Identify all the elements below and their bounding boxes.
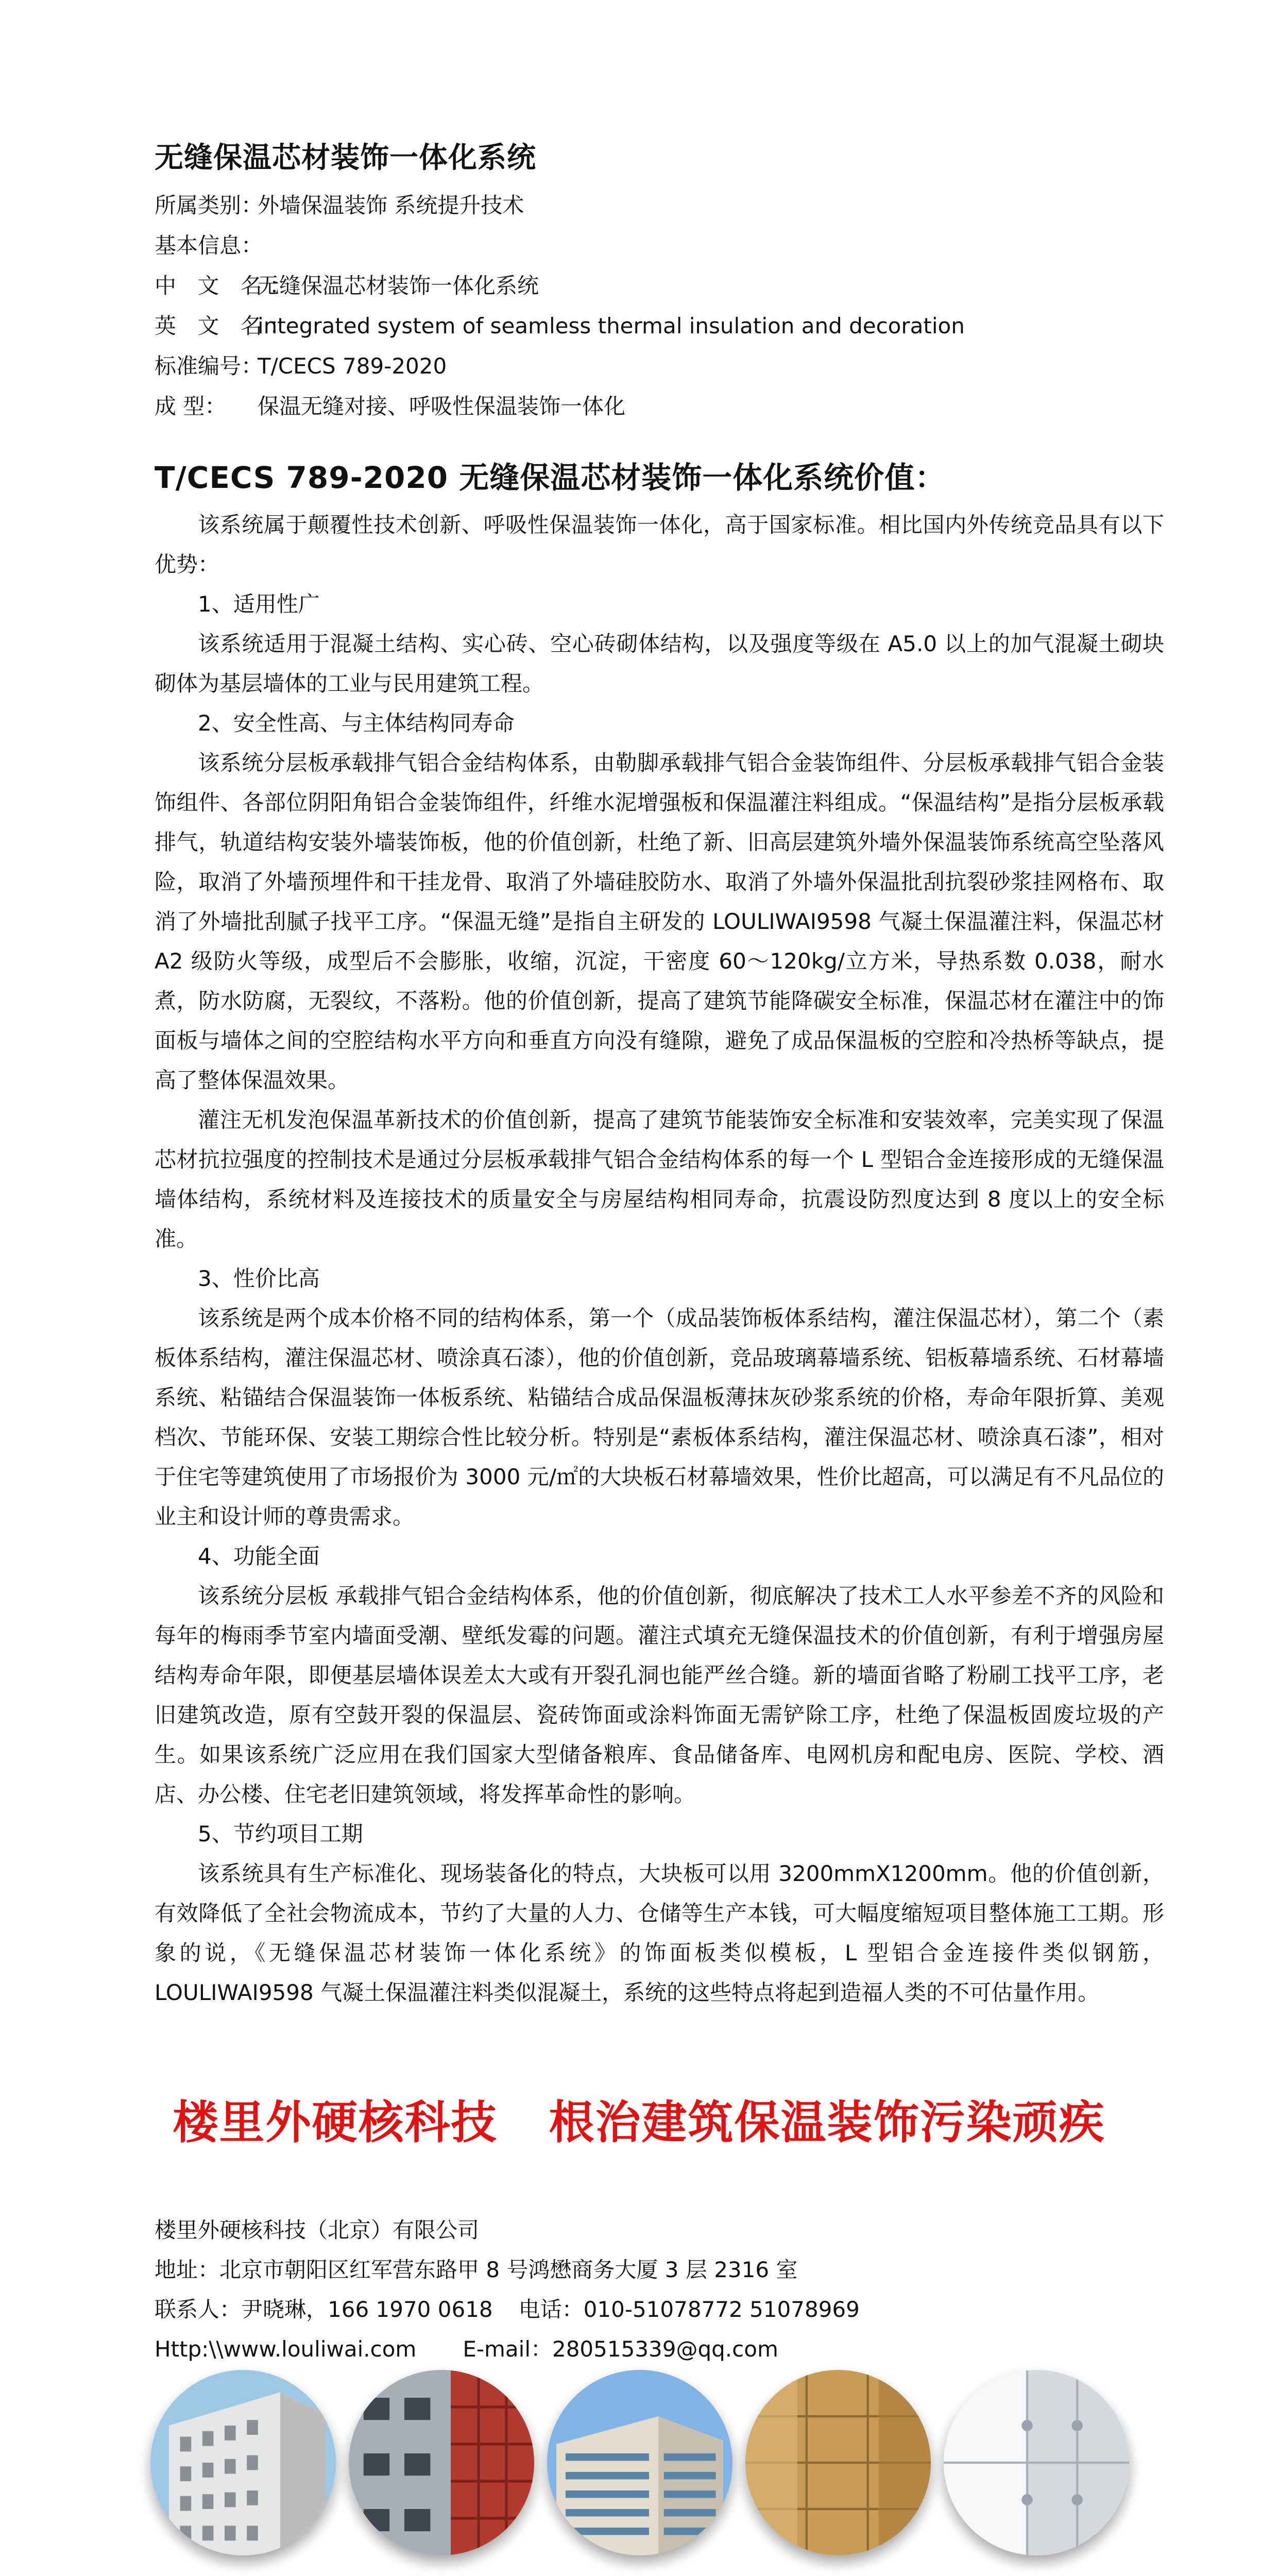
heading-applicability: 1、适用性广 (198, 591, 320, 617)
company-name: 楼里外硬核科技（北京）有限公司 (155, 2217, 480, 2243)
info-label: 所属类别： (155, 193, 263, 218)
intro-paragraph: 该系统属于颠覆性技术创新、呼吸性保温装饰一体化，高于国家标准。相比国内外传统竞品具有以下优势： (155, 512, 1164, 577)
document-title: 无缝保温芯材装饰一体化系统 (155, 141, 536, 175)
contact-phone: 电话：010-51078772 51078969 (518, 2297, 860, 2322)
heading-cost-performance: 3、性价比高 (198, 1266, 320, 1291)
info-label: 成 型： (155, 394, 227, 419)
info-value: 外墙保温装饰 系统提升技术 (258, 193, 524, 218)
paragraph-applicability: 该系统适用于混凝土结构、实心砖、空心砖砌体结构，以及强度等级在 A5.0 以上的加气混凝土砌块砌体为基层墙体的工业与民用建筑工程。 (155, 631, 1164, 696)
article-body (155, 505, 1164, 2012)
heading-schedule: 5、节约项目工期 (198, 1821, 363, 1846)
slogan (0, 2087, 1278, 2151)
info-row-standard (155, 346, 965, 386)
info-row-basic (155, 226, 965, 266)
website-link[interactable]: Http:\\www.louliwai.com (155, 2336, 417, 2362)
section-title: T/CECS 789-2020 无缝保温芯材装饰一体化系统价值： (155, 460, 946, 495)
paragraph-safety-a: 该系统分层板承载排气铝合金结构体系，由勒脚承载排气铝合金装饰组件、分层板承载排气铝合金装饰组件、各部位阴阳角铝合金装饰组件，纤维水泥增强板和保温灌注料组成。“保温结构”是指分层板承载排气，轨道结构安装外墙装饰板，他的价值创新，杜绝了新、旧高层建筑外墙外保温装饰系统高空坠落风险，取消了外墙预埋件和干挂龙骨、取消了外墙硅胶防水、取消了外墙外保温批刮抗裂砂浆挂网格布、取消了外墙批刮腻子找平工序。“保温无缝”是指自主研发的 LOULIWAI9598 气凝土保温灌注料，保温芯材 A2 级防火等级，成型后不会膨胀，收缩，沉淀，干密度 60～120kg/立方米，导热系数 0.038，耐水煮，防水防腐，无裂纹，不落粉。他的价值创新，提高了建筑节能降碳安全标准，保温芯材在灌注中的饰面板与墙体之间的空腔结构水平方向和垂直方向没有缝隙，避免了成品保温板的空腔和冷热桥等缺点，提高了整体保温效果。 (155, 750, 1164, 1093)
info-row-forming (155, 386, 965, 427)
slogan-part-1: 楼里外硬核科技 (173, 2096, 498, 2149)
heading-functions: 4、功能全面 (198, 1544, 320, 1569)
contact-block (155, 2210, 860, 2369)
facade-white-building-icon (150, 2370, 336, 2555)
photo-strip (150, 2370, 1129, 2576)
wood-panel-facade-icon (745, 2370, 931, 2555)
paragraph-cost-performance: 该系统是两个成本价格不同的结构体系，第一个（成品装饰板体系结构，灌注保温芯材），第二个（素板体系结构，灌注保温芯材、喷涂真石漆），他的价值创新，竞品玻璃幕墙系统、铝板幕墙系统、石材幕墙系统、粘锚结合保温装饰一体板系统、粘锚结合成品保温板薄抹灰砂浆系统的价格，寿命年限折算、美观档次、节能环保、安装工期综合性比较分析。特别是“素板体系结构，灌注保温芯材、喷涂真石漆”，相对于住宅等建筑使用了市场报价为 3000 元/㎡的大块板石材幕墙效果，性价比超高，可以满足有不凡品位的业主和设计师的尊贵需求。 (155, 1306, 1164, 1529)
facade-red-panel-building-icon (349, 2370, 534, 2555)
info-label: 标准编号： (155, 353, 263, 379)
info-row-chinese-name (155, 266, 965, 306)
info-label: 英 文 名： (155, 313, 298, 338)
info-value: integrated system of seamless thermal insulation and decoration (258, 313, 965, 338)
email-link[interactable]: E-mail：280515339@qq.com (463, 2336, 778, 2362)
info-row-english-name (155, 306, 965, 346)
company-address: 地址：北京市朝阳区红军营东路甲 8 号鸿懋商务大厦 3 层 2316 室 (155, 2257, 798, 2282)
paragraph-schedule: 该系统具有生产标准化、现场装备化的特点，大块板可以用 3200mmX1200mm。他的价值创新，有效降低了全社会物流成本，节约了大量的人力、仓储等生产本钱，可大幅度缩短项目整体施工工期。形象的说，《无缝保温芯材装饰一体化系统》的饰面板类似模板，L 型铝合金连接件类似钢筋，LOULIWAI9598 气凝土保温灌注料类似混凝土，系统的这些特点将起到造福人类的不可估量作用。 (155, 1861, 1164, 2005)
basic-info (155, 185, 965, 427)
web-line (155, 2329, 860, 2369)
info-value: T/CECS 789-2020 (258, 353, 447, 379)
info-row-category (155, 185, 965, 226)
info-value: 保温无缝对接、呼吸性保温装饰一体化 (258, 394, 626, 419)
slogan-part-2: 根治建筑保温装饰污染顽疾 (549, 2096, 1105, 2149)
white-curtain-wall-icon (944, 2370, 1129, 2555)
office-building-icon (547, 2370, 732, 2555)
paragraph-functions: 该系统分层板 承载排气铝合金结构体系，他的价值创新，彻底解决了技术工人水平参差不齐的风险和每年的梅雨季节室内墙面受潮、壁纸发霉的问题。灌注式填充无缝保温技术的价值创新，有利于增强房屋结构寿命年限，即便基层墙体误差太大或有开裂孔洞也能严丝合缝。新的墙面省略了粉刷工找平工序，老旧建筑改造，原有空鼓开裂的保温层、瓷砖饰面或涂料饰面无需铲除工序，杜绝了保温板固废垃圾的产生。如果该系统广泛应用在我们国家大型储备粮库、食品储备库、电网机房和配电房、医院、学校、酒店、办公楼、住宅老旧建筑领域，将发挥革命性的影响。 (155, 1583, 1164, 1807)
info-label: 基本信息： (155, 233, 263, 258)
paragraph-safety-b: 灌注无机发泡保温革新技术的价值创新，提高了建筑节能装饰安全标准和安装效率，完美实现了保温芯材抗拉强度的控制技术是通过分层板承载排气铝合金结构体系的每一个 L 型铝合金连接形成的无缝保温墙体结构，系统材料及连接技术的质量安全与房屋结构相同寿命，抗震设防烈度达到 8 度以上的安全标准。 (155, 1107, 1164, 1251)
info-label: 中 文 名： (155, 273, 298, 298)
heading-safety: 2、安全性高、与主体结构同寿命 (198, 710, 515, 736)
info-value: 无缝保温芯材装饰一体化系统 (258, 273, 539, 298)
contact-line (155, 2290, 860, 2329)
contact-person: 联系人：尹晓琳，166 1970 0618 (155, 2297, 493, 2322)
